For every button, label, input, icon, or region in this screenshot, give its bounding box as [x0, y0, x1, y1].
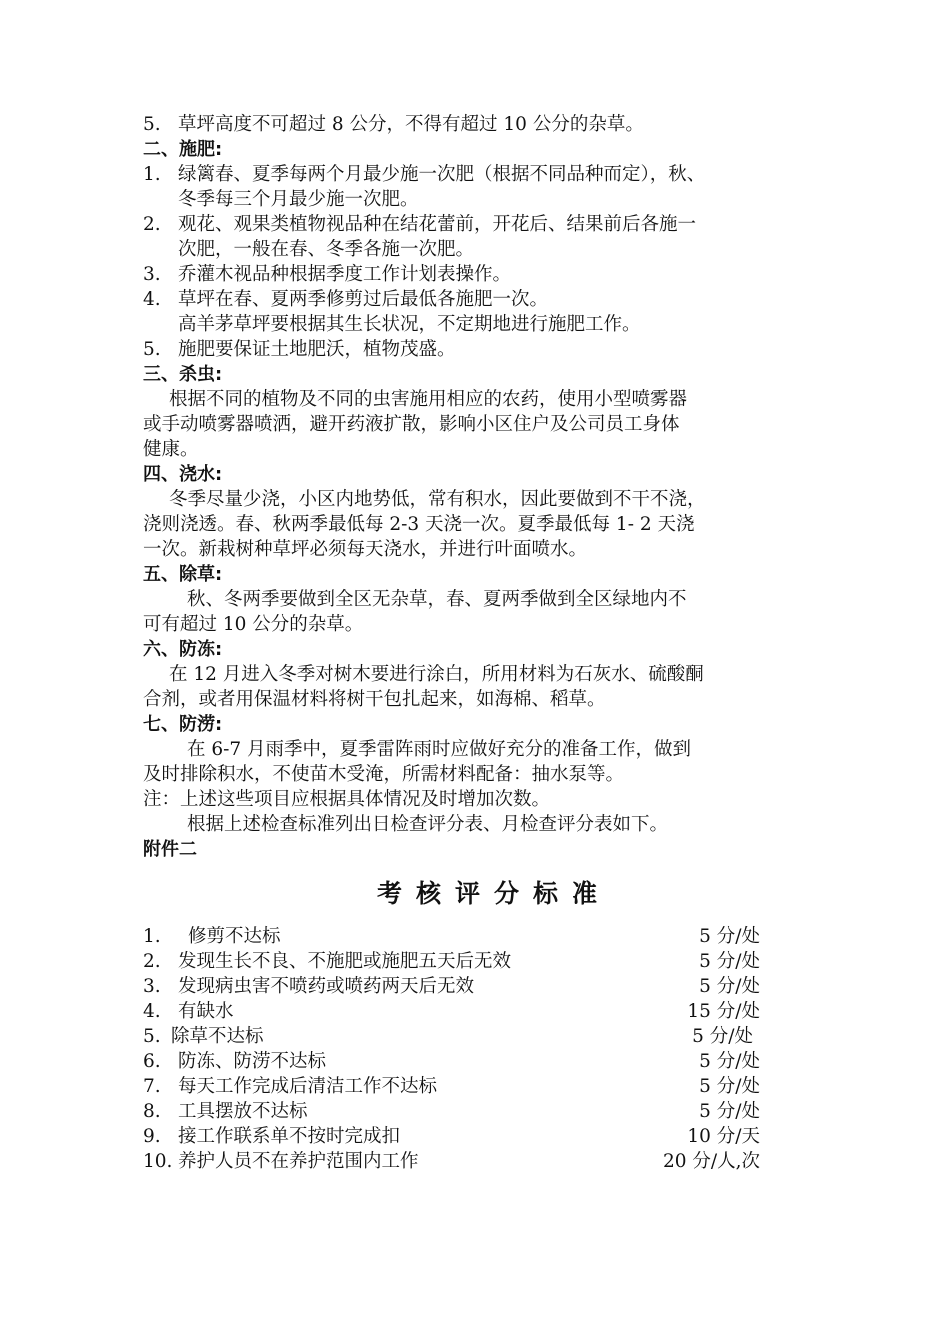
paragraph-line: 在 6-7 月雨季中，夏季雷阵雨时应做好充分的准备工作，做到: [187, 739, 692, 760]
score-item: 养护人员不在养护范围内工作: [178, 1151, 419, 1172]
score-item: 修剪不达标: [188, 926, 281, 947]
paragraph-line: 健康。: [143, 439, 199, 460]
item-number: 2.: [143, 214, 161, 235]
score-number: 2.: [143, 951, 161, 972]
item-text-cont: 高羊茅草坪要根据其生长状况，不定期地进行施肥工作。: [178, 314, 641, 335]
paragraph-line: 及时排除积水，不使苗木受淹，所需材料配备：抽水泵等。: [143, 764, 625, 785]
score-value: 5 分/处: [699, 951, 760, 972]
paragraph-line: 冬季尽量少浇，小区内地势低，常有积水，因此要做到不干不浇，: [169, 489, 706, 510]
item-text: 草坪高度不可超过 8 公分，不得有超过 10 公分的杂草。: [178, 114, 644, 135]
item-text-cont: 次肥，一般在春、冬季各施一次肥。: [178, 239, 475, 260]
score-value: 5 分/处: [699, 926, 760, 947]
paragraph-line: 一次。新栽树种草坪必须每天浇水，并进行叶面喷水。: [143, 539, 588, 560]
score-number: 3.: [143, 976, 161, 997]
score-number: 4.: [143, 1001, 161, 1022]
score-item: 发现病虫害不喷药或喷药两天后无效: [178, 976, 475, 997]
score-item: 接工作联系单不按时完成扣: [178, 1126, 401, 1147]
score-number: 1.: [143, 926, 161, 947]
score-row: [143, 949, 833, 974]
item-text: 乔灌木视品种根据季度工作计划表操作。: [178, 264, 512, 285]
list-item: [143, 112, 833, 137]
appendix-label: 附件二: [143, 839, 197, 860]
score-value: 10 分/天: [687, 1126, 760, 1147]
score-value: 20 分/人,次: [662, 1151, 760, 1172]
section-heading-weed: 五、除草:: [143, 564, 223, 585]
score-row: [143, 999, 833, 1024]
score-number: 10.: [143, 1151, 173, 1172]
section-heading-water: 四、浇水:: [143, 464, 223, 485]
score-number: 5.: [143, 1026, 161, 1047]
score-row: [143, 1024, 833, 1049]
score-item: 有缺水: [178, 1001, 234, 1022]
score-row: [143, 1099, 833, 1124]
score-value: 5 分/处: [692, 1026, 753, 1047]
score-value: 5 分/处: [699, 1101, 760, 1122]
score-item: 除草不达标: [171, 1026, 264, 1047]
item-number: 4.: [143, 289, 161, 310]
score-number: 6.: [143, 1051, 161, 1072]
score-row: [143, 1149, 833, 1174]
item-text: 施肥要保证土地肥沃，植物茂盛。: [178, 339, 456, 360]
paragraph-line: 在 12 月进入冬季对树木要进行涂白，所用材料为石灰水、硫酸酮: [169, 664, 704, 685]
list-item: [143, 162, 833, 187]
list-item: [143, 262, 833, 287]
score-value: 15 分/处: [687, 1001, 760, 1022]
item-text: 观花、观果类植物视品种在结花蕾前，开花后、结果前后各施一: [178, 214, 697, 235]
score-row: [143, 1124, 833, 1149]
list-item: [143, 287, 833, 312]
note-continuation: 根据上述检查标准列出日检查评分表、月检查评分表如下。: [187, 814, 669, 835]
item-text: 绿篱春、夏季每两个月最少施一次肥（根据不同品种而定），秋、: [178, 164, 706, 185]
score-value: 5 分/处: [699, 1076, 760, 1097]
score-row: [143, 1074, 833, 1099]
item-text: 草坪在春、夏两季修剪过后最低各施肥一次。: [178, 289, 549, 310]
score-item: 每天工作完成后清洁工作不达标: [178, 1076, 438, 1097]
paragraph-line: 秋、冬两季要做到全区无杂草，春、夏两季做到全区绿地内不: [187, 589, 687, 610]
section-heading-fertilize: 二、施肥:: [143, 139, 223, 160]
score-item: 防冻、防涝不达标: [178, 1051, 327, 1072]
paragraph-line: 可有超过 10 公分的杂草。: [143, 614, 364, 635]
section-heading-frost: 六、防冻:: [143, 639, 223, 660]
item-number: 5.: [143, 114, 161, 135]
score-number: 9.: [143, 1126, 161, 1147]
score-value: 5 分/处: [699, 976, 760, 997]
paragraph-line: 合剂，或者用保温材料将树干包扎起来，如海棉、稻草。: [143, 689, 606, 710]
score-row: [143, 974, 833, 999]
score-row: [143, 1049, 833, 1074]
paragraph-line: 根据不同的植物及不同的虫害施用相应的农药，使用小型喷雾器: [169, 389, 688, 410]
item-number: 3.: [143, 264, 161, 285]
paragraph-line: 浇则浇透。春、秋两季最低每 2-3 天浇一次。夏季最低每 1- 2 天浇: [143, 514, 695, 535]
item-number: 5.: [143, 339, 161, 360]
score-number: 7.: [143, 1076, 161, 1097]
section-heading-pest: 三、杀虫:: [143, 364, 223, 385]
document-body: [143, 112, 833, 1174]
score-number: 8.: [143, 1101, 161, 1122]
item-number: 1.: [143, 164, 161, 185]
score-item: 工具摆放不达标: [178, 1101, 308, 1122]
score-item: 发现生长不良、不施肥或施肥五天后无效: [178, 951, 512, 972]
score-table: [143, 924, 833, 1174]
item-text-cont: 冬季每三个月最少施一次肥。: [178, 189, 419, 210]
section-heading-flood: 七、防涝:: [143, 714, 223, 735]
list-item: [143, 337, 833, 362]
list-item: [143, 212, 833, 237]
paragraph-line: 或手动喷雾器喷洒，避开药液扩散，影响小区住户及公司员工身体: [143, 414, 680, 435]
page-title: 考核评分标准: [376, 879, 611, 908]
score-value: 5 分/处: [699, 1051, 760, 1072]
score-row: [143, 924, 833, 949]
note: 注：上述这些项目应根据具体情况及时增加次数。: [143, 789, 551, 810]
